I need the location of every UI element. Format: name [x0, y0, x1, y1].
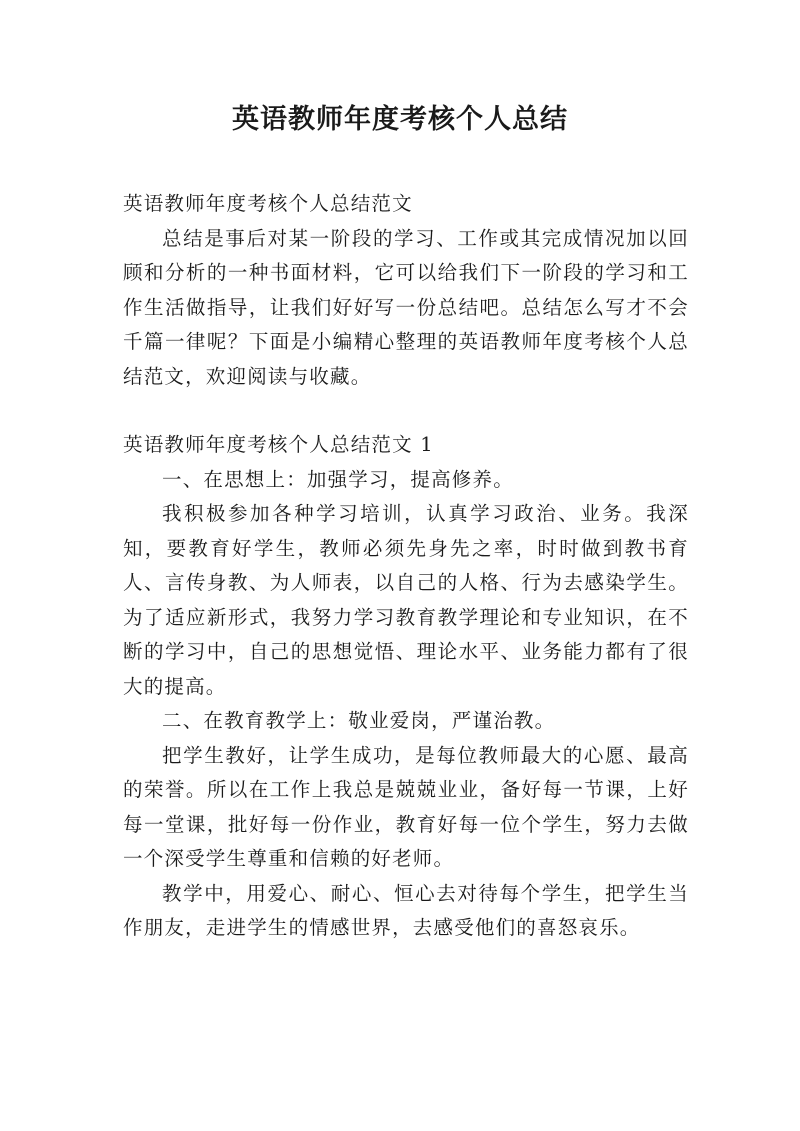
point2-heading: 二、在教育教学上：敬业爱岗，严谨治教。: [162, 709, 556, 732]
point2-paragraph-2: 教学中，用爱心、耐心、恒心去对待每个学生，把学生当作朋友，走进学生的情感世界，去感受他们的喜怒哀乐。: [123, 881, 689, 939]
intro-paragraph: 总结是事后对某一阶段的学习、工作或其完成情况加以回顾和分析的一种书面材料，它可以给我们下一阶段的学习和工作生活做指导，让我们好好写一份总结吧。总结怎么写才不会千篇一律呢？下面是小编精心整理的英语教师年度考核个人总结范文，欢迎阅读与收藏。: [123, 226, 689, 388]
section-spacer: [123, 394, 689, 428]
section1-heading: 英语教师年度考核个人总结范文 1: [123, 433, 434, 456]
point1-heading: 一、在思想上：加强学习，提高修养。: [162, 467, 514, 491]
document-body: [123, 187, 689, 946]
point2-paragraph-1: 把学生教好，让学生成功，是每位教师最大的心愿、最高的荣誉。所以在工作上我总是兢兢业业，备好每一节课，上好每一堂课，批好每一份作业，教育好每一位个学生，努力去做一个深受学生尊重和信赖的好老师。: [123, 743, 689, 870]
intro-heading: 英语教师年度考核个人总结范文: [123, 192, 413, 215]
point1-paragraph: 我积极参加各种学习培训，认真学习政治、业务。我深知，要教育好学生，教师必须先身先之率，时时做到教书育人、言传身教、为人师表，以自己的人格、行为去感染学生。为了适应新形式，我努力学习教育教学理论和专业知识，在不断的学习中，自己的思想觉悟、理论水平、业务能力都有了很大的提高。: [123, 502, 689, 698]
document-title: 英语教师年度考核个人总结: [232, 104, 568, 135]
